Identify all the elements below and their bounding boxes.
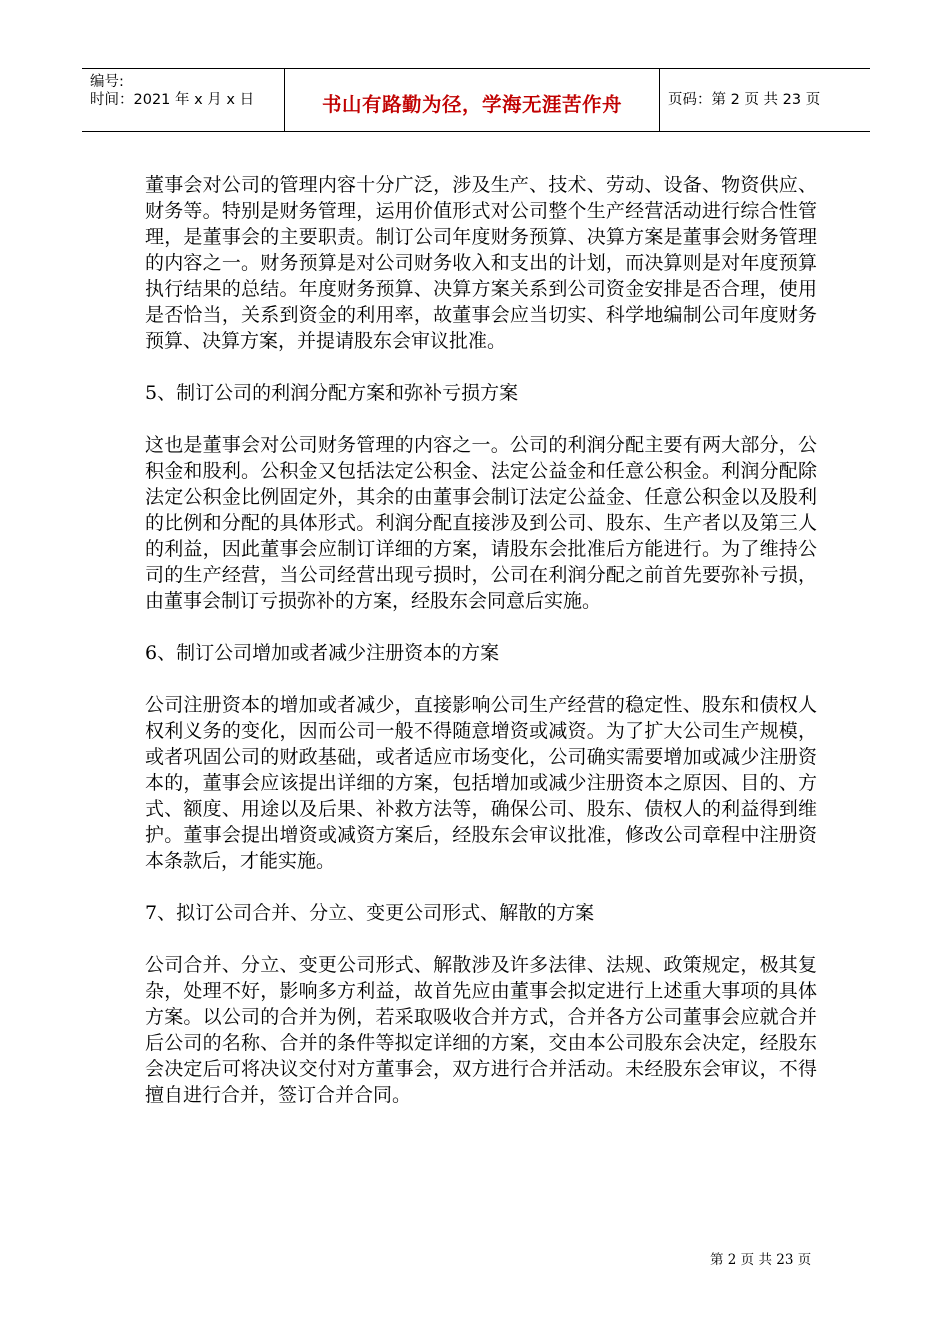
paragraph-registered-capital: 公司注册资本的增加或者减少，直接影响公司生产经营的稳定性、股东和债权人权利义务的变化，因而公司一般不得随意增资或减资。为了扩大公司生产规模，或者巩固公司的财政基础，或者适应市场变化，公司确实需要增加或减少注册资本的，董事会应该提出详细的方案，包括增加或减少注册资本之原因、目的、方式、额度、用途以及后果、补救方法等，确保公司、股东、债权人的利益得到维护。董事会提出增资或减资方案后，经股东会审议批准，修改公司章程中注册资本条款后，才能实施。 [145,694,817,872]
section-heading-6: 6、制订公司增加或者减少注册资本的方案 [145,642,500,664]
page-footer-number: 第 2 页 共 23 页 [710,1252,812,1268]
header-motto: 书山有路勤为径，学海无涯苦作舟 [321,93,622,116]
document-body [145,172,817,1108]
section-heading-7: 7、拟订公司合并、分立、变更公司形式、解散的方案 [145,902,595,924]
paragraph-merger-division: 公司合并、分立、变更公司形式、解散涉及许多法律、法规、政策规定，极其复杂，处理不好，影响多方利益，故首先应由董事会拟定进行上述重大事项的具体方案。以公司的合并为例，若采取吸收合并方式，合并各方公司董事会应就合并后公司的名称、合并的条件等拟定详细的方案，交由本公司股东会决定，经股东会决定后可将决议交付对方董事会，双方进行合并活动。未经股东会审议，不得擅自进行合并，签订合并合同。 [145,954,817,1106]
header-meta-cell [82,69,285,131]
header-page-number: 页码：第 2 页 共 23 页 [668,92,821,108]
document-number-label: 编号: [90,74,124,90]
document-time-label: 时间：2021 年 x 月 x 日 [90,92,255,108]
section-heading-5: 5、制订公司的利润分配方案和弥补亏损方案 [145,382,519,404]
paragraph-profit-distribution: 这也是董事会对公司财务管理的内容之一。公司的利润分配主要有两大部分，公积金和股利。公积金又包括法定公积金、法定公益金和任意公积金。利润分配除法定公积金比例固定外，其余的由董事会制订法定公益金、任意公积金以及股利的比例和分配的具体形式。利润分配直接涉及到公司、股东、生产者以及第三人的利益，因此董事会应制订详细的方案，请股东会批准后方能进行。为了维持公司的生产经营，当公司经营出现亏损时，公司在利润分配之前首先要弥补亏损，由董事会制订亏损弥补的方案，经股东会同意后实施。 [145,434,817,612]
header-motto-cell [285,69,660,131]
page-header [82,68,870,132]
paragraph-finance-budget: 董事会对公司的管理内容十分广泛，涉及生产、技术、劳动、设备、物资供应、财务等。特别是财务管理，运用价值形式对公司整个生产经营活动进行综合性管理，是董事会的主要职责。制订公司年度财务预算、决算方案是董事会财务管理的内容之一。财务预算是对公司财务收入和支出的计划，而决算则是对年度预算执行结果的总结。年度财务预算、决算方案关系到公司资金安排是否合理，使用是否恰当，关系到资金的利用率，故董事会应当切实、科学地编制公司年度财务预算、决算方案，并提请股东会审议批准。 [145,174,817,352]
header-page-cell [660,69,870,131]
